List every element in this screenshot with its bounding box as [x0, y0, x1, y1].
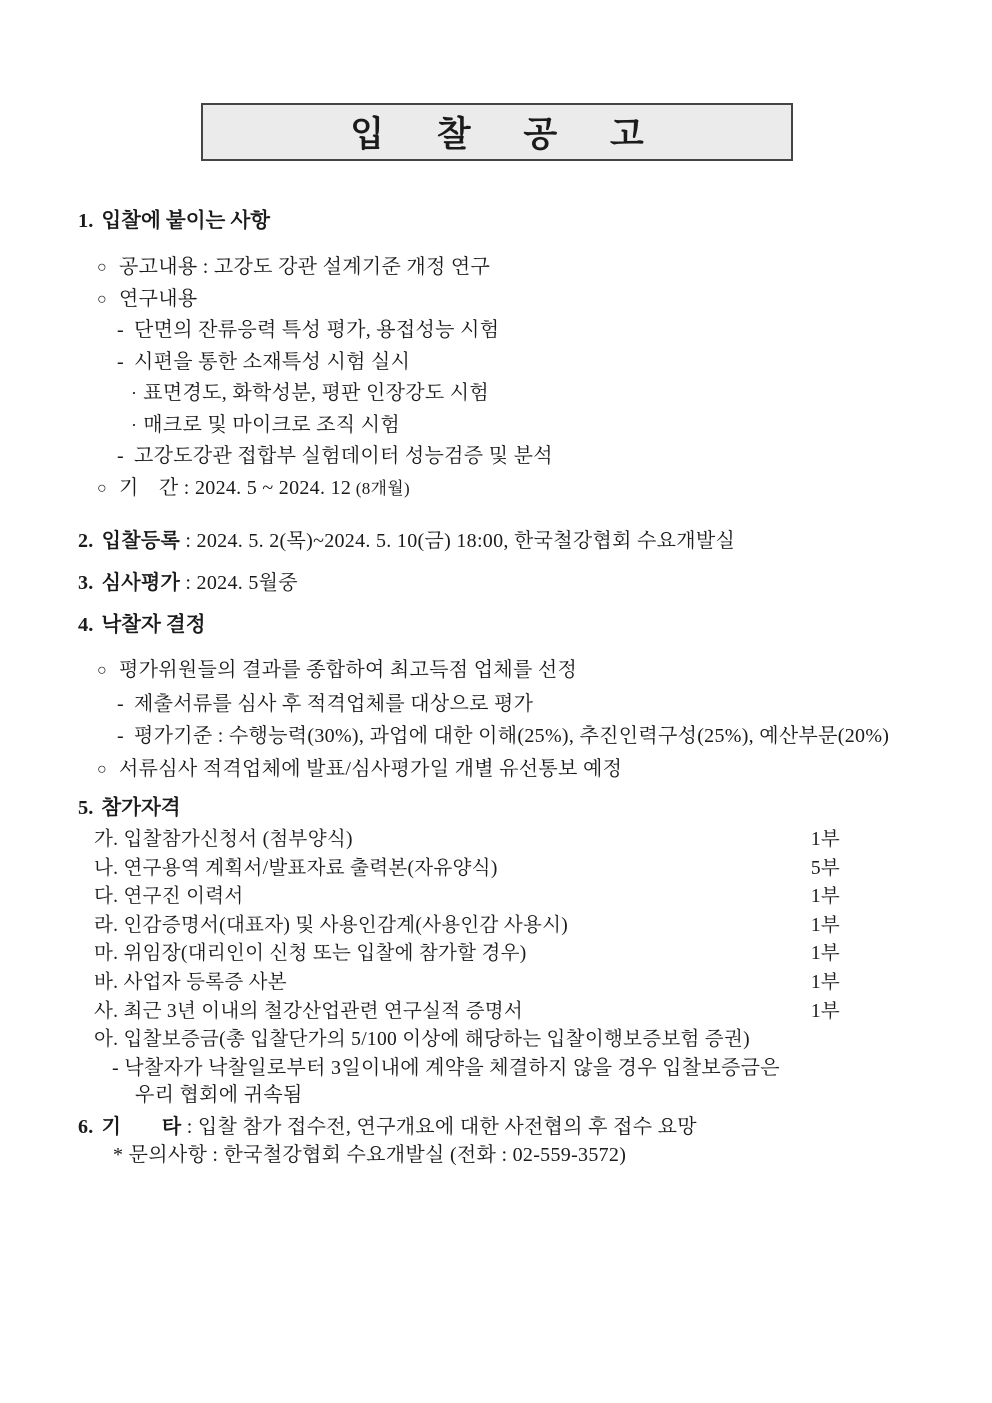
list-item-text: 평가위원들의 결과를 종합하여 최고득점 업체를 선정	[118, 659, 578, 681]
list-item	[78, 473, 930, 505]
section-1-heading	[78, 206, 930, 236]
list-item	[78, 252, 930, 284]
list-item-text: 서류심사 적격업체에 발표/심사평가일 개별 유선통보 예정	[118, 757, 623, 780]
section-number: 2.	[78, 530, 94, 552]
list-item-text: 단면의 잔류응력 특성 평가, 용접성능 시험	[133, 319, 500, 341]
section-number: 4.	[78, 614, 94, 636]
table-row	[78, 998, 840, 1027]
list-item	[78, 753, 930, 787]
document-body	[78, 206, 930, 1169]
list-item	[78, 315, 930, 347]
duration-note: (8개월)	[351, 478, 410, 498]
list-item	[78, 378, 930, 410]
section-number: 6.	[78, 1115, 94, 1138]
section-6-line	[78, 1113, 930, 1141]
document-label: 바. 사업자 등록증 사본	[94, 971, 287, 993]
circle-bullet-icon: ○	[97, 290, 107, 308]
copy-count: 1부	[810, 971, 840, 993]
list-item-text: 매크로 및 마이크로 조직 시험	[143, 413, 400, 436]
list-item	[78, 654, 930, 688]
page-title: 입 찰 공 고	[350, 115, 666, 154]
list-item-text: 고강도강관 접합부 실험데이터 성능검증 및 분석	[133, 445, 553, 467]
circle-bullet-icon: ○	[97, 479, 107, 497]
copy-count: 1부	[810, 943, 840, 965]
section-5-heading	[78, 794, 930, 822]
section-text: : 2024. 5월중	[180, 572, 298, 594]
section-3-line	[78, 568, 930, 598]
section-title: 입찰에 붙이는 사항	[101, 210, 271, 232]
section-4-items	[78, 654, 930, 786]
section-title: 참가자격	[101, 797, 181, 819]
document-label: 마. 위임장(대리인이 신청 또는 입찰에 참가할 경우)	[94, 943, 527, 965]
list-item-text: 기 간 : 2024. 5 ~ 2024. 12	[118, 476, 352, 499]
table-row	[78, 969, 840, 998]
dash-bullet-icon: -	[117, 350, 124, 373]
list-item-text: 시편을 통한 소재특성 시험 실시	[133, 350, 411, 373]
list-item	[78, 410, 930, 442]
list-item-text: 연구내용	[118, 287, 198, 310]
document-label: 나. 연구용역 계획서/발표자료 출력본(자유양식)	[94, 857, 498, 879]
copy-count: 1부	[810, 829, 840, 850]
section-4-heading	[78, 610, 930, 640]
section-1-items	[78, 252, 930, 504]
circle-bullet-icon: ○	[97, 662, 107, 679]
section-number: 1.	[78, 210, 94, 232]
table-row	[78, 826, 840, 855]
dot-bullet-icon: ·	[131, 414, 138, 435]
list-item	[78, 441, 930, 473]
dash-bullet-icon: -	[117, 319, 124, 341]
section-title: 입찰등록	[101, 530, 181, 552]
list-item	[78, 347, 930, 379]
section-text: : 2024. 5. 2(목)~2024. 5. 10(금) 18:00, 한국철강협회 수요개발실	[180, 530, 736, 552]
section-2-line	[78, 526, 930, 556]
copy-count: 5부	[810, 857, 840, 879]
list-item	[78, 284, 930, 316]
dash-bullet-icon: -	[117, 692, 124, 715]
section-number: 3.	[78, 572, 94, 594]
section-text: : 입찰 참가 접수전, 연구개요에 대한 사전협의 후 접수 요망	[181, 1115, 697, 1138]
copy-count: 1부	[810, 914, 840, 936]
table-row	[78, 1026, 840, 1055]
list-item-text: 공고내용 : 고강도 강관 설계기준 개정 연구	[118, 256, 491, 278]
list-item-text: 제출서류를 심사 후 적격업체를 대상으로 평가	[133, 692, 534, 715]
contact-note: * 문의사항 : 한국철강협회 수요개발실 (전화 : 02-559-3572)	[113, 1143, 627, 1166]
document-label: 가. 입찰참가신청서 (첨부양식)	[94, 829, 353, 850]
document-label: 라. 인감증명서(대표자) 및 사용인감계(사용인감 사용시)	[94, 914, 569, 936]
deposit-note-line: - 낙찰자가 낙찰일로부터 3일이내에 계약을 체결하지 않을 경우 입찰보증금은	[112, 1056, 780, 1079]
section-title: 낙찰자 결정	[101, 614, 206, 636]
deposit-note-continuation: 우리 협회에 귀속됨	[135, 1083, 303, 1106]
document-label: 아. 입찰보증금(총 입찰단가의 5/100 이상에 해당하는 입찰이행보증보험 증권)	[94, 1029, 750, 1051]
table-row	[78, 940, 840, 969]
section-title: 기 타	[101, 1115, 182, 1138]
copy-count: 1부	[810, 886, 840, 908]
section-number: 5.	[78, 797, 94, 819]
table-row	[78, 855, 840, 884]
dot-bullet-icon: ·	[131, 383, 138, 403]
title-box	[201, 103, 793, 161]
copy-count: 1부	[810, 1000, 840, 1022]
table-row	[78, 912, 840, 941]
section-title: 심사평가	[101, 572, 181, 594]
list-item-text: 평가기준 : 수행능력(30%), 과업에 대한 이해(25%), 추진인력구성(25%), 예산부문(20%)	[133, 725, 890, 747]
list-item	[78, 688, 930, 721]
section-5-rows	[78, 826, 930, 1109]
list-item	[78, 720, 930, 753]
dash-bullet-icon: -	[117, 725, 124, 747]
circle-bullet-icon: ○	[97, 259, 107, 276]
dash-bullet-icon: -	[117, 445, 124, 467]
list-item-text: 표면경도, 화학성분, 평판 인장강도 시험	[143, 382, 490, 404]
table-row	[78, 883, 840, 912]
document-label: 사. 최근 3년 이내의 철강산업관련 연구실적 증명서	[94, 1000, 524, 1022]
document-label: 다. 연구진 이력서	[94, 886, 244, 908]
circle-bullet-icon: ○	[97, 760, 107, 778]
